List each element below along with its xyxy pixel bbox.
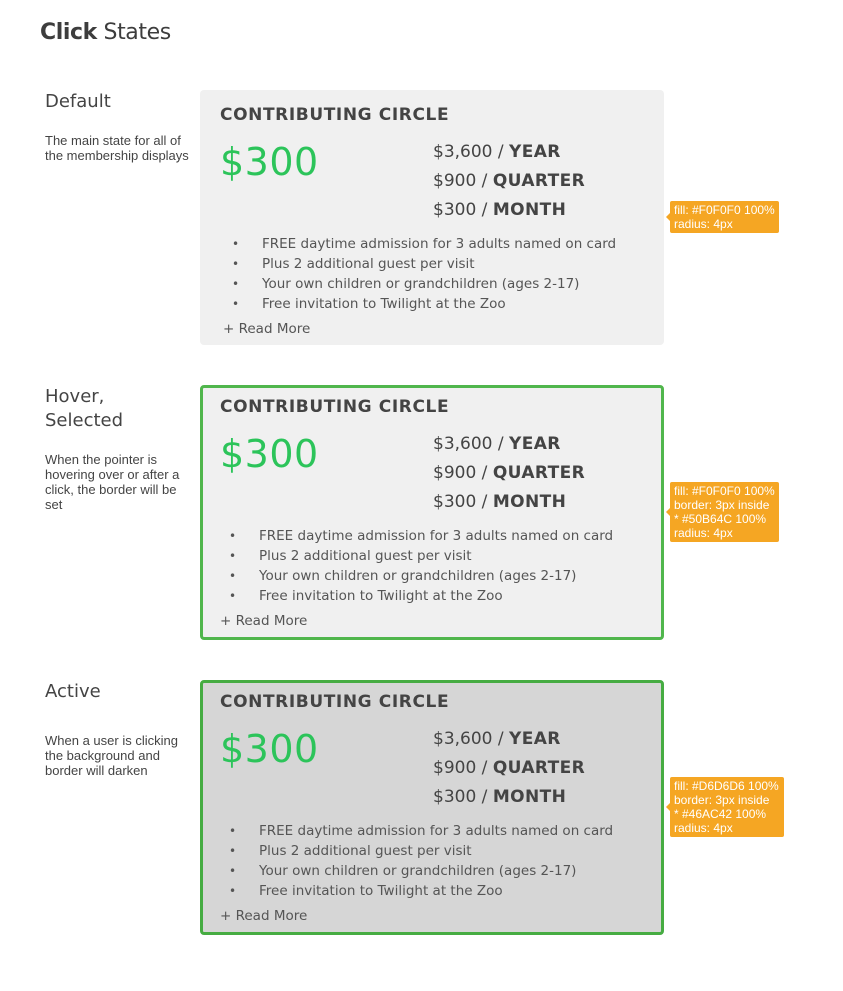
- read-more-link[interactable]: + Read More: [220, 613, 308, 629]
- list-item: [229, 881, 613, 901]
- rate-amount: $900 /: [433, 758, 493, 778]
- bullet-icon: •: [229, 529, 237, 543]
- page-title-strong: Click: [40, 20, 97, 45]
- card-price: $300: [220, 727, 319, 771]
- note-line: radius: 4px: [674, 217, 733, 231]
- section-default: [0, 90, 843, 345]
- list-item: [229, 586, 613, 606]
- rate-month: [433, 785, 585, 814]
- membership-card-default[interactable]: [200, 90, 664, 345]
- rate-period: QUARTER: [492, 463, 586, 483]
- benefit-text: Plus 2 additional guest per visit: [262, 256, 475, 272]
- rate-amount: $300 /: [433, 787, 493, 807]
- benefit-text: Plus 2 additional guest per visit: [259, 548, 472, 564]
- benefit-text: Your own children or grandchildren (ages 2-17): [259, 863, 577, 879]
- rate-period: YEAR: [509, 142, 561, 162]
- rate-quarter: [433, 756, 585, 785]
- bullet-icon: •: [232, 257, 240, 271]
- benefit-text: FREE daytime admission for 3 adults named on card: [259, 823, 614, 839]
- list-item: [229, 546, 613, 566]
- list-item: [232, 274, 616, 294]
- benefit-list: [229, 526, 613, 606]
- benefit-text: FREE daytime admission for 3 adults named on card: [259, 528, 614, 544]
- card-price: $300: [220, 140, 319, 184]
- bullet-icon: •: [229, 864, 237, 878]
- rate-amount: $300 /: [433, 200, 493, 220]
- rate-amount: $3,600 /: [433, 142, 510, 162]
- list-item: [229, 841, 613, 861]
- rate-amount: $3,600 /: [433, 729, 510, 749]
- section-description: The main state for all of the membership displays: [45, 133, 189, 163]
- rate-period: QUARTER: [492, 171, 586, 191]
- rate-month: [433, 198, 585, 227]
- card-price: $300: [220, 432, 319, 476]
- price-rates: [433, 727, 585, 814]
- section-description: When a user is clicking the background and border will darken: [45, 733, 178, 778]
- rate-period: YEAR: [509, 434, 561, 454]
- read-more-link[interactable]: + Read More: [220, 908, 308, 924]
- card-title: CONTRIBUTING CIRCLE: [220, 692, 450, 712]
- note-line: radius: 4px: [674, 526, 733, 540]
- section-hover-selected: [0, 385, 843, 640]
- rate-amount: $3,600 /: [433, 434, 510, 454]
- rate-amount: $900 /: [433, 171, 493, 191]
- card-title: CONTRIBUTING CIRCLE: [220, 105, 450, 125]
- rate-amount: $900 /: [433, 463, 493, 483]
- rate-year: [433, 432, 585, 461]
- benefit-text: Free invitation to Twilight at the Zoo: [259, 883, 503, 899]
- rate-quarter: [433, 169, 585, 198]
- rate-period: MONTH: [492, 200, 567, 220]
- spec-note: [670, 777, 784, 837]
- rate-period: MONTH: [492, 492, 567, 512]
- spec-note: [670, 482, 779, 542]
- section-active: [0, 680, 843, 935]
- price-rates: [433, 140, 585, 227]
- note-line: * #46AC42 100%: [674, 807, 767, 821]
- list-item: [232, 234, 616, 254]
- bullet-icon: •: [229, 844, 237, 858]
- list-item: [229, 566, 613, 586]
- benefit-text: Free invitation to Twilight at the Zoo: [259, 588, 503, 604]
- page-title: [40, 20, 171, 45]
- benefit-text: Your own children or grandchildren (ages 2-17): [259, 568, 577, 584]
- list-item: [229, 821, 613, 841]
- section-title: Hover, Selected: [45, 386, 124, 431]
- rate-period: QUARTER: [492, 758, 586, 778]
- benefit-list: [229, 821, 613, 901]
- bullet-icon: •: [229, 569, 237, 583]
- note-line: fill: #F0F0F0 100%: [674, 203, 775, 217]
- note-line: * #50B64C 100%: [674, 512, 767, 526]
- note-line: fill: #D6D6D6 100%: [674, 779, 779, 793]
- bullet-icon: •: [229, 549, 237, 563]
- section-description: When the pointer is hovering over or after a click, the border will be set: [45, 452, 180, 512]
- section-title: Active: [45, 681, 101, 702]
- benefit-text: Plus 2 additional guest per visit: [259, 843, 472, 859]
- card-title: CONTRIBUTING CIRCLE: [220, 397, 450, 417]
- membership-card-hover[interactable]: [200, 385, 664, 640]
- list-item: [232, 254, 616, 274]
- bullet-icon: •: [232, 237, 240, 251]
- membership-card-active[interactable]: [200, 680, 664, 935]
- bullet-icon: •: [232, 277, 240, 291]
- section-title: Default: [45, 91, 111, 112]
- note-line: border: 3px inside: [674, 498, 770, 512]
- page-title-rest: States: [103, 20, 171, 45]
- read-more-link[interactable]: + Read More: [223, 321, 311, 337]
- benefit-text: Free invitation to Twilight at the Zoo: [262, 296, 506, 312]
- note-line: border: 3px inside: [674, 793, 770, 807]
- bullet-icon: •: [229, 589, 237, 603]
- bullet-icon: •: [229, 824, 237, 838]
- note-line: fill: #F0F0F0 100%: [674, 484, 775, 498]
- rate-month: [433, 490, 585, 519]
- note-line: radius: 4px: [674, 821, 733, 835]
- list-item: [232, 294, 616, 314]
- rate-quarter: [433, 461, 585, 490]
- rate-amount: $300 /: [433, 492, 493, 512]
- spec-note: [670, 201, 779, 233]
- bullet-icon: •: [232, 297, 240, 311]
- price-rates: [433, 432, 585, 519]
- benefit-text: FREE daytime admission for 3 adults named on card: [262, 236, 617, 252]
- list-item: [229, 526, 613, 546]
- rate-year: [433, 727, 585, 756]
- benefit-text: Your own children or grandchildren (ages 2-17): [262, 276, 580, 292]
- rate-year: [433, 140, 585, 169]
- bullet-icon: •: [229, 884, 237, 898]
- rate-period: MONTH: [492, 787, 567, 807]
- list-item: [229, 861, 613, 881]
- rate-period: YEAR: [509, 729, 561, 749]
- benefit-list: [232, 234, 616, 314]
